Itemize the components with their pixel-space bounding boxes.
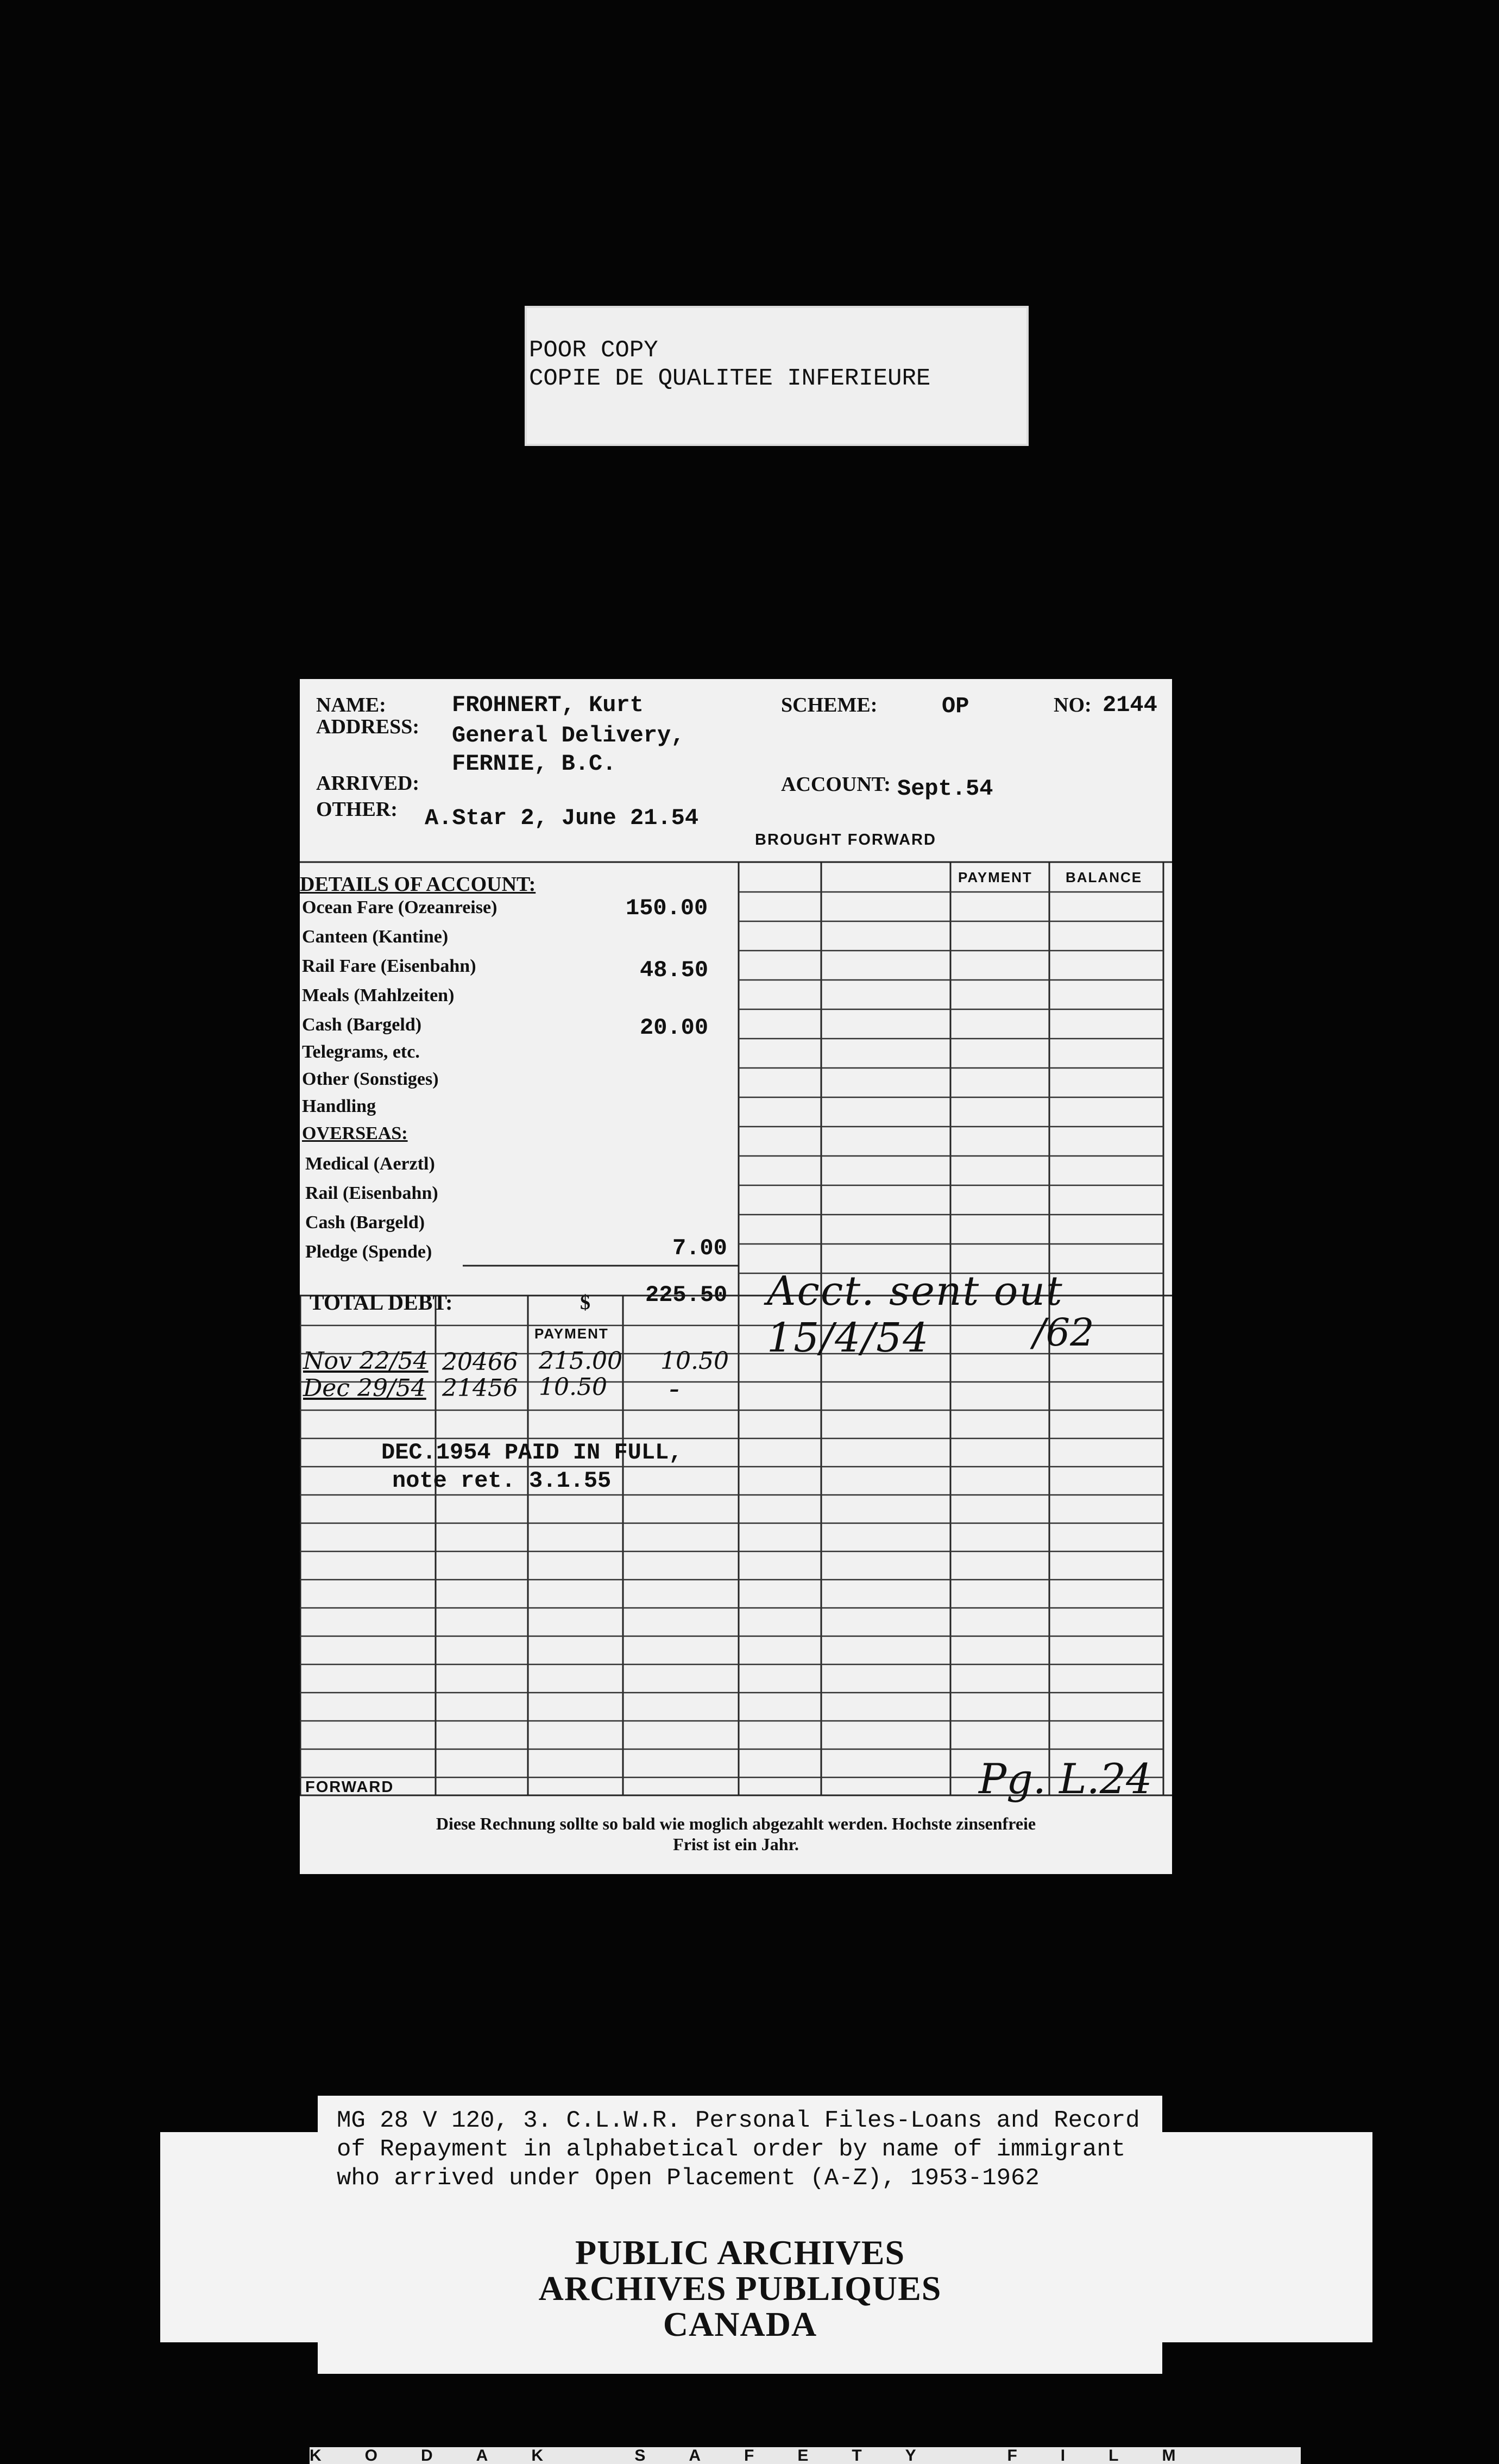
archives-publiques-text: ARCHIVES PUBLIQUES <box>538 2269 942 2308</box>
name-label: NAME: <box>316 694 386 716</box>
item-rail-fare: Rail Fare (Eisenbahn) <box>302 956 476 976</box>
total-debt-value: 225.50 <box>645 1282 728 1308</box>
overseas-heading: OVERSEAS: <box>302 1123 408 1143</box>
loan-record-card <box>300 679 1172 1874</box>
amount-pledge: 7.00 <box>672 1235 727 1261</box>
item-overseas-cash: Cash (Bargeld) <box>305 1212 425 1233</box>
item-meals: Meals (Mahlzeiten) <box>302 985 455 1005</box>
payment-sub-header: PAYMENT <box>534 1325 609 1342</box>
item-other: Other (Sonstiges) <box>302 1069 439 1089</box>
payment-1-balance: 10.50 <box>660 1347 729 1375</box>
item-ocean-fare: Ocean Fare (Ozeanreise) <box>302 897 497 917</box>
item-medical: Medical (Aerztl) <box>305 1154 435 1174</box>
handwritten-mark: /62 <box>1033 1310 1094 1355</box>
name-value: FROHNERT, Kurt <box>452 692 644 718</box>
reference-line2: of Repayment in alphabetical order by name of immigrant <box>337 2136 1126 2163</box>
payment-2-balance: - <box>669 1371 679 1406</box>
payment-1-date: Nov 22/54 <box>303 1347 429 1375</box>
total-debt-label: TOTAL DEBT: <box>310 1290 453 1315</box>
footer-line2: Frist ist ein Jahr. <box>673 1834 799 1854</box>
poor-copy-label <box>525 306 1029 446</box>
public-archives-text: PUBLIC ARCHIVES <box>575 2233 905 2272</box>
handwritten-account-note: Acct. sent out 15/4/54 <box>767 1268 1063 1361</box>
address-label: ADDRESS: <box>316 715 420 738</box>
paid-in-full-note: DEC.1954 PAID IN FULL, <box>381 1440 683 1466</box>
details-of-account-heading: DETAILS OF ACCOUNT: <box>300 873 536 896</box>
canada-text: CANADA <box>663 2305 817 2343</box>
scheme-value: OP <box>942 693 969 719</box>
item-cash: Cash (Bargeld) <box>302 1015 422 1035</box>
dollar-sign: $ <box>580 1291 590 1314</box>
item-pledge: Pledge (Spende) <box>305 1242 432 1262</box>
card-footer <box>300 1813 1172 1855</box>
amount-cash: 20.00 <box>640 1015 709 1041</box>
page-reference: Pg. L.24 <box>979 1755 1152 1803</box>
scheme-label: SCHEME: <box>781 694 878 716</box>
archive-stamp <box>318 2195 1162 2374</box>
brought-forward-label: BROUGHT FORWARD <box>755 831 936 848</box>
reference-line1: MG 28 V 120, 3. C.L.W.R. Personal Files-Loans and Record <box>337 2107 1140 2134</box>
item-handling: Handling <box>302 1096 376 1116</box>
amount-rail-fare: 48.50 <box>640 957 709 983</box>
payment-2-amount: 10.50 <box>539 1373 607 1401</box>
payment-1-amount: 215.00 <box>539 1347 622 1375</box>
reference-line3: who arrived under Open Placement (A-Z), 1953-1962 <box>337 2165 1040 2192</box>
amount-ocean-fare: 150.00 <box>626 895 708 921</box>
payment-2-receipt: 21456 <box>442 1374 518 1402</box>
note-returned: note ret. 3.1.55 <box>392 1468 612 1494</box>
balance-column-header: BALANCE <box>1066 869 1143 885</box>
arrived-label: ARRIVED: <box>316 772 419 795</box>
payment-1-receipt: 20466 <box>442 1348 518 1376</box>
no-label: NO: <box>1054 694 1092 716</box>
payment-2-date: Dec 29/54 <box>303 1374 426 1402</box>
item-overseas-rail: Rail (Eisenbahn) <box>305 1183 438 1203</box>
item-canteen: Canteen (Kantine) <box>302 927 449 947</box>
other-value: A.Star 2, June 21.54 <box>425 805 699 831</box>
item-telegrams: Telegrams, etc. <box>302 1042 420 1062</box>
account-label: ACCOUNT: <box>781 773 891 796</box>
collection-reference-label <box>318 2096 1162 2195</box>
poor-copy-line2: COPIE DE QUALITEE INFERIEURE <box>529 365 931 392</box>
address-line2: FERNIE, B.C. <box>452 751 616 777</box>
payment-column-header: PAYMENT <box>958 869 1032 885</box>
forward-label: FORWARD <box>305 1778 394 1796</box>
film-edge-marking: KODAK SAFETY FILM <box>310 2447 1301 2464</box>
footer-line1: Diese Rechnung sollte so bald wie moglich abgezahlt werden. Hochste zinsenfreie <box>436 1814 1036 1833</box>
account-value: Sept.54 <box>897 776 993 802</box>
other-label: OTHER: <box>316 798 398 821</box>
address-line1: General Delivery, <box>452 722 685 749</box>
no-value: 2144 <box>1103 692 1157 718</box>
poor-copy-line1: POOR COPY <box>529 337 658 364</box>
